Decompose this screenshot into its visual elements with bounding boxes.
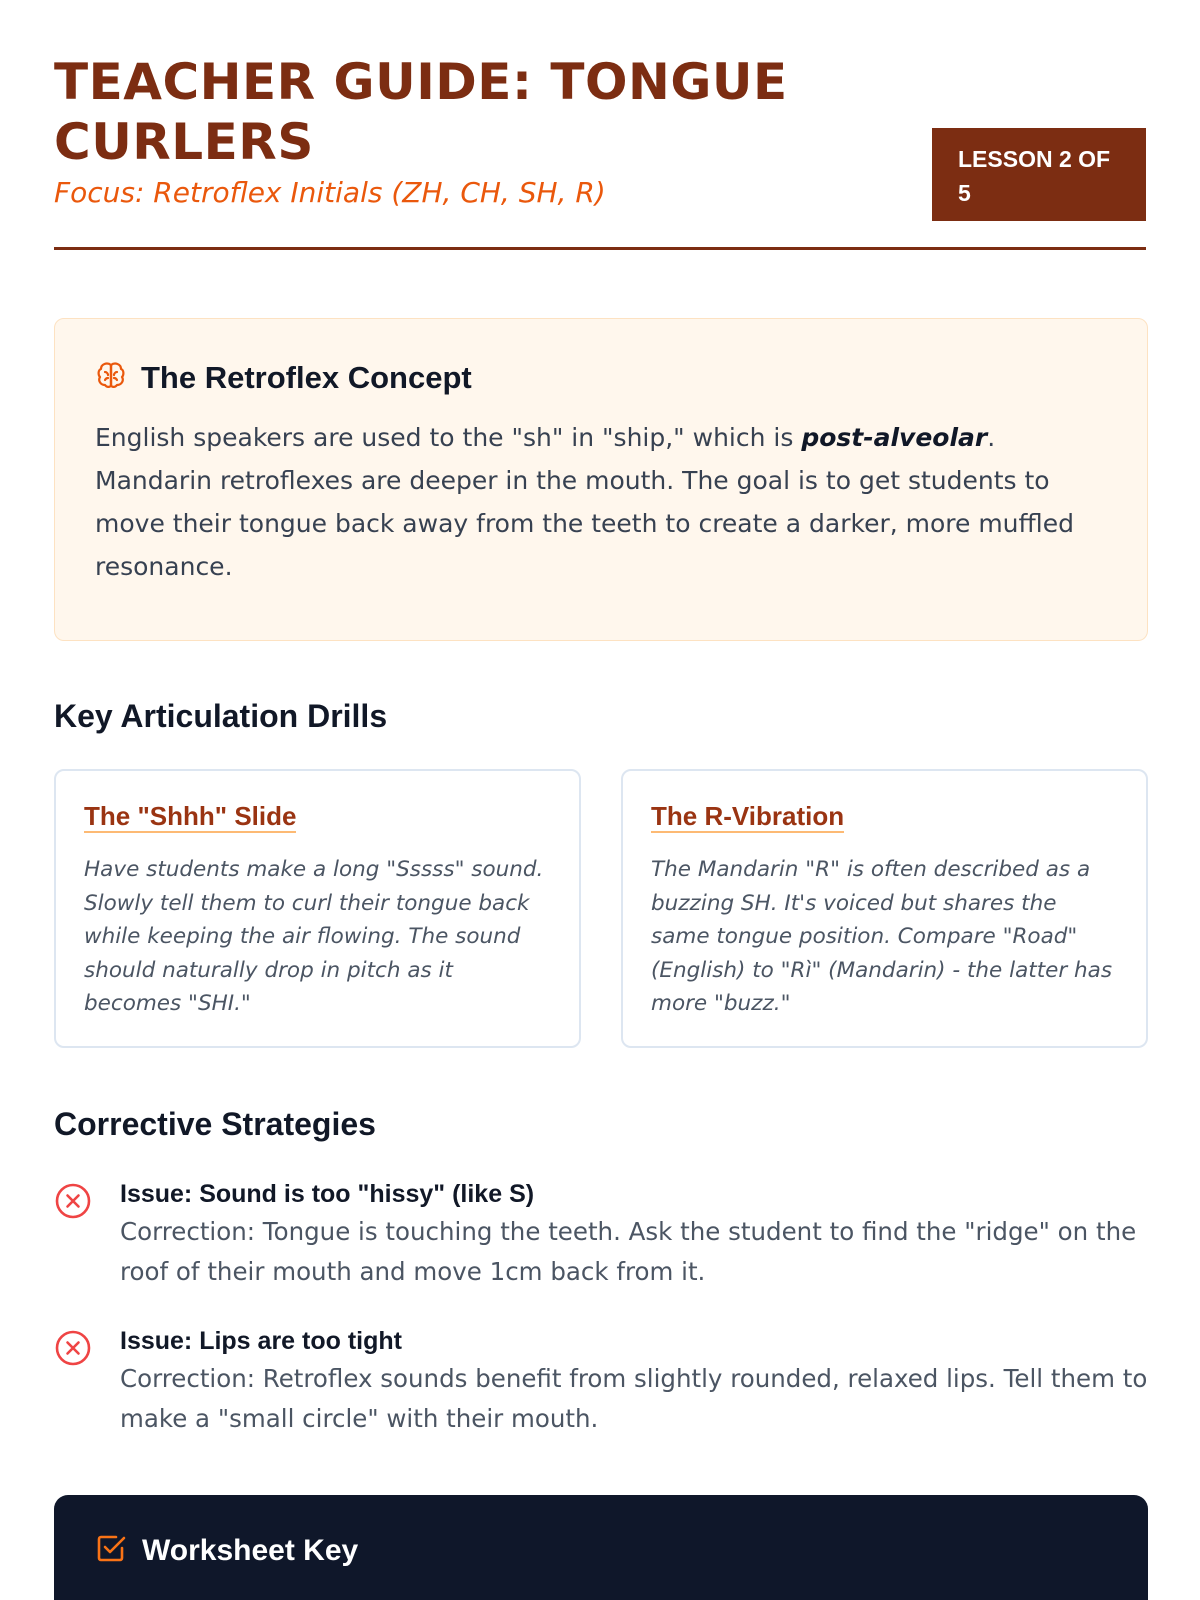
- x-circle-icon: [54, 1329, 94, 1439]
- concept-body-intro: English speakers are used to the "sh" in "ship," which is: [95, 423, 802, 452]
- strategy-item-hissy: [54, 1176, 1148, 1292]
- drill-body: Have students make a long "Sssss" sound. Slowly tell them to curl their tongue back while keeping the air flowing. The sound should naturally drop in pitch as it becomes "SHI.": [84, 857, 544, 1016]
- strategy-item-lips: [54, 1323, 1148, 1439]
- page-title: TEACHER GUIDE: TONGUE CURLERS: [54, 53, 788, 171]
- drill-body: The Mandarin "R" is often described as a buzzing SH. It's voiced but shares the same tongue position. Compare "Road" (English) to "Rì" (Mandarin) - the latter has more "buzz.": [651, 857, 1113, 1016]
- worksheet-key-title: Worksheet Key: [142, 1534, 359, 1567]
- brain-icon: [95, 359, 127, 396]
- concept-body-rest: . Mandarin retroflexes are deeper in the mouth. The goal is to get students to move their tongue back away from the teeth to create a darker, more muffled resonance.: [95, 423, 1074, 581]
- concept-body: [95, 416, 1107, 588]
- drill-card-r-vibration: [621, 769, 1148, 1048]
- drill-title: The "Shhh" Slide: [84, 801, 297, 831]
- strategy-correction: Correction: Retroflex sounds benefit from slightly rounded, relaxed lips. Tell them to make a "small circle" with their mouth.: [120, 1364, 1148, 1433]
- page-subtitle: Focus: Retroflex Initials (ZH, CH, SH, R): [54, 176, 606, 209]
- strategy-issue: Issue: Sound is too "hissy" (like S): [120, 1180, 535, 1208]
- strategies-section-title: Corrective Strategies: [54, 1106, 376, 1142]
- drills-section-title: Key Articulation Drills: [54, 698, 388, 734]
- lesson-badge: LESSON 2 OF 5: [932, 128, 1146, 221]
- concept-box: [54, 318, 1148, 641]
- x-circle-icon: [54, 1182, 94, 1292]
- concept-title: The Retroflex Concept: [141, 359, 472, 395]
- strategy-issue: Issue: Lips are too tight: [120, 1327, 402, 1355]
- strategy-text: [120, 1176, 1148, 1292]
- drill-title: The R-Vibration: [651, 801, 845, 831]
- strategy-text: [120, 1323, 1148, 1439]
- worksheet-key-panel: [54, 1495, 1148, 1600]
- strategy-correction: Correction: Tongue is touching the teeth. Ask the student to find the "ridge" on the roof of their mouth and move 1cm back from it.: [120, 1217, 1137, 1286]
- concept-body-emphasis: post-alveolar: [801, 423, 988, 452]
- drill-card-shhh-slide: [54, 769, 581, 1048]
- checkbox-icon: [94, 1531, 128, 1570]
- page-header: [54, 0, 1146, 250]
- concept-header: [95, 359, 1107, 396]
